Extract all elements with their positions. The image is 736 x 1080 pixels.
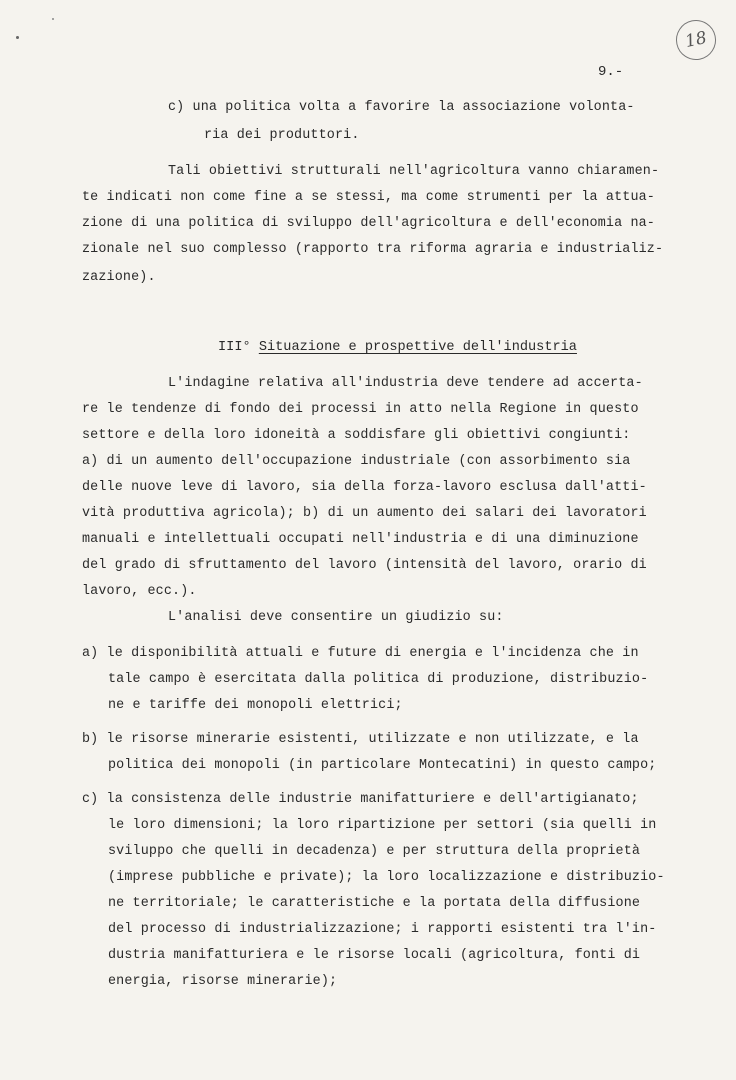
text-line: Tali obiettivi strutturali nell'agricoltura vanno chiaramen- <box>168 164 660 179</box>
list-item-c: c) la consistenza delle industrie manifatturiere e dell'artigianato; <box>82 792 639 807</box>
text-line: (imprese pubbliche e private); la loro localizzazione e distribuzio- <box>108 870 665 885</box>
text-line: ne territoriale; le caratteristiche e la portata della diffusione <box>108 896 641 911</box>
text-line: zazione). <box>82 270 156 285</box>
text-line: le loro dimensioni; la loro ripartizione per settori (sia quelli in <box>108 818 657 833</box>
text-line: tale campo è esercitata dalla politica di produzione, distribuzio- <box>108 672 649 687</box>
text-line: vità produttiva agricola); b) di un aumento dei salari dei lavoratori <box>82 506 647 521</box>
text-line: del grado di sfruttamento del lavoro (intensità del lavoro, orario di <box>82 558 647 573</box>
text-line: ria dei produttori. <box>204 128 360 143</box>
text-line: politica dei monopoli (in particolare Montecatini) in questo campo; <box>108 758 657 773</box>
section-title: Situazione e prospettive dell'industria <box>258 340 577 355</box>
section-heading <box>218 340 577 355</box>
page-stamp: 18 <box>672 16 719 63</box>
text-line: L'analisi deve consentire un giudizio su: <box>168 610 504 625</box>
text-line: re le tendenze di fondo dei processi in atto nella Regione in questo <box>82 402 639 417</box>
text-line: manuali e intellettuali occupati nell'industria e di una diminuzione <box>82 532 639 547</box>
text-line: L'indagine relativa all'industria deve tendere ad accerta- <box>168 376 643 391</box>
text-line: a) di un aumento dell'occupazione industriale (con assorbimento sia <box>82 454 631 469</box>
text-line: zione di una politica di sviluppo dell'agricoltura e dell'economia na- <box>82 216 655 231</box>
text-line: del processo di industrializzazione; i rapporti esistenti tra l'in- <box>108 922 657 937</box>
ink-speck <box>52 18 54 20</box>
list-item-a: a) le disponibilità attuali e future di energia e l'incidenza che in <box>82 646 639 661</box>
text-line: te indicati non come fine a se stessi, ma come strumenti per la attua- <box>82 190 655 205</box>
text-line: energia, risorse minerarie); <box>108 974 338 989</box>
section-number: III° <box>218 340 251 355</box>
text-line: ne e tariffe dei monopoli elettrici; <box>108 698 403 713</box>
text-line: delle nuove leve di lavoro, sia della forza-lavoro esclusa dall'atti- <box>82 480 647 495</box>
text-line: dustria manifatturiera e le risorse locali (agricoltura, fonti di <box>108 948 641 963</box>
text-line: sviluppo che quelli in decadenza) e per struttura della proprietà <box>108 844 641 859</box>
page-number: 9.- <box>598 64 624 80</box>
ink-speck <box>16 36 19 39</box>
list-item-b: b) le risorse minerarie esistenti, utilizzate e non utilizzate, e la <box>82 732 639 747</box>
text-line: settore e della loro idoneità a soddisfare gli obiettivi congiunti: <box>82 428 631 443</box>
text-line: c) una politica volta a favorire la associazione volonta- <box>168 100 635 115</box>
text-line: zionale nel suo complesso (rapporto tra riforma agraria e industrializ- <box>82 242 664 257</box>
text-line: lavoro, ecc.). <box>82 584 197 599</box>
